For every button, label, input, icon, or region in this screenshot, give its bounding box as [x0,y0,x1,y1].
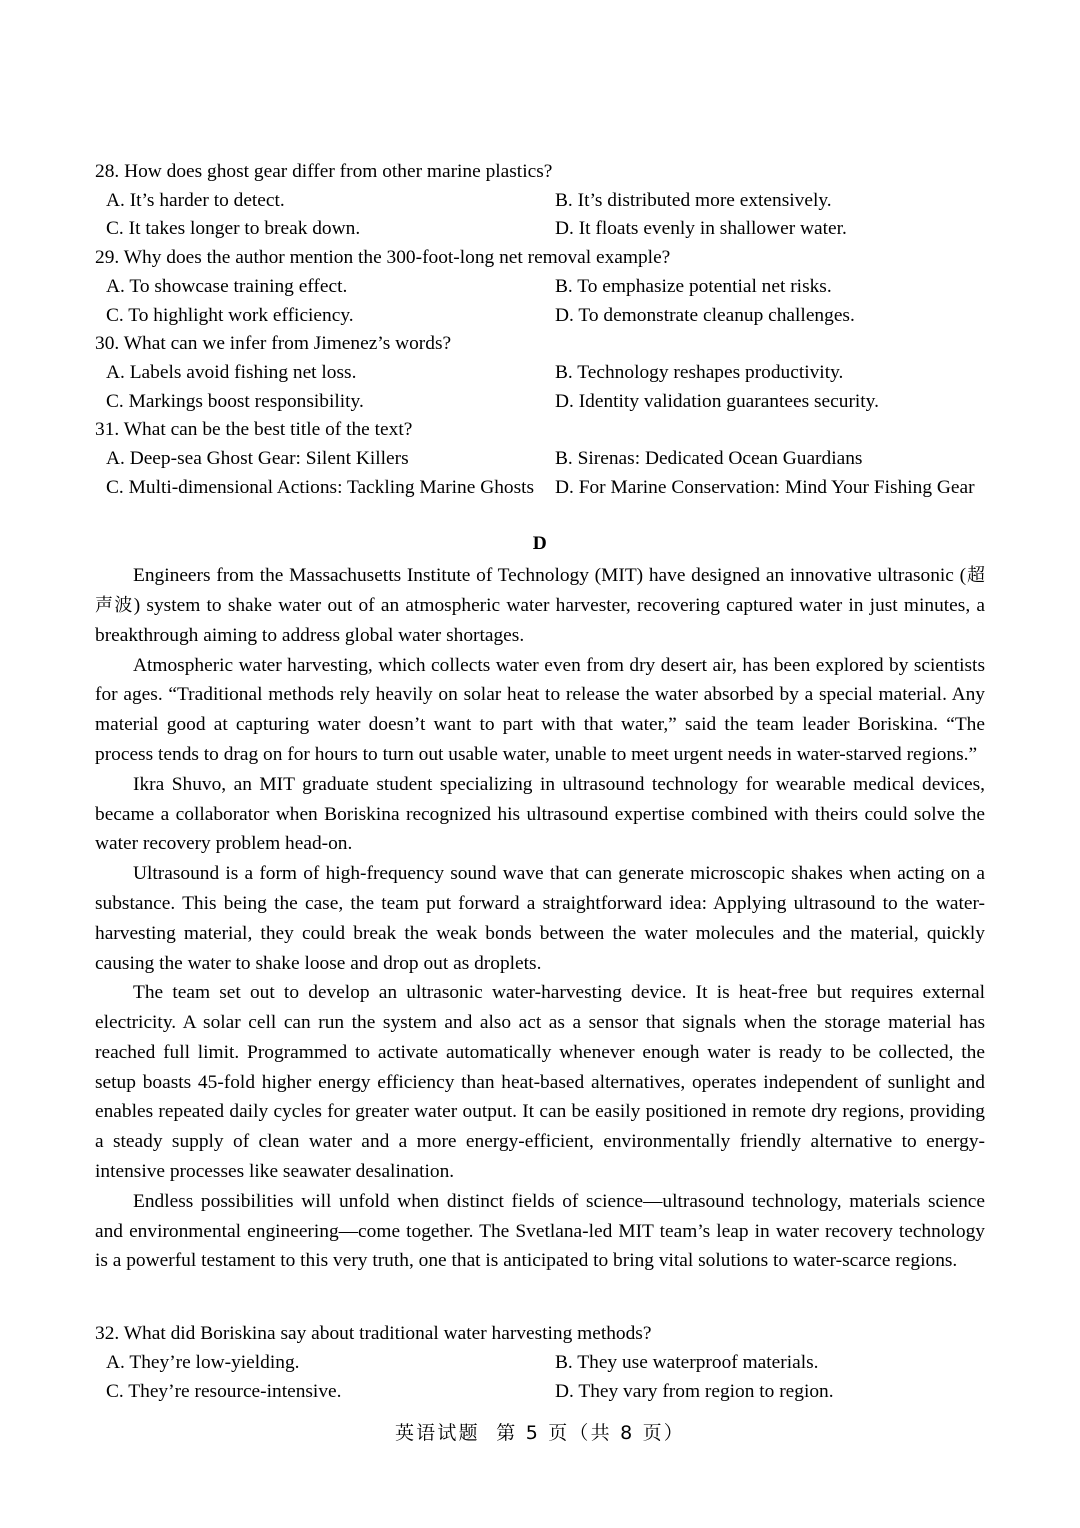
passage-paragraph: Engineers from the Massachusetts Institute of Technology (MIT) have designed an innovative ultrasonic (超声波) system to shake water out of an atmospheric water harvester, recovering captured water in just minutes, a breakthrough aiming to address global water shortages. [95,565,985,646]
option-d[interactable]: D. For Marine Conservation: Mind Your Fishing Gear [555,476,975,498]
passage-section-label: D [532,533,548,555]
question-option-row [95,215,985,244]
question-stem: 28. How does ghost gear differ from other marine plastics? [95,161,553,182]
passage-body [95,561,985,1276]
cjk-annotation: 超声波 [95,565,985,616]
question-option-row [95,445,985,474]
option-b[interactable]: B. To emphasize potential net risks. [555,275,832,297]
question-option-row [95,302,985,331]
passage-paragraph: The team set out to develop an ultrasonic water-harvesting device. It is heat-free but requires external electricity. A solar cell can run the system and also act as a sensor that signals when the storage material has reached full limit. Programmed to activate automatically whenever enough water is ready to be collected, the setup boasts 45-fold higher energy efficiency than heat-based alternatives, operates independent of sunlight and enables repeated daily cycles for greater water output. It can be easily positioned in remote dry regions, providing a steady supply of clean water and a more energy-efficient, environmentally friendly alternative to energy-intensive processes like seawater desalination. [95,982,985,1183]
passage-paragraph: Endless possibilities will unfold when distinct fields of science—ultrasound technology, materials science and environmental engineering—come together. The Svetlana-led MIT team’s leap in water recovery technology is a powerful testament to this very truth, one that is anticipated to bring vital solutions to water-scarce regions. [95,1190,985,1272]
question-option-row [95,1378,985,1407]
questions-top-group [95,158,985,502]
question-option-row [95,1349,985,1378]
question-option-row [95,273,985,302]
option-d[interactable]: D. To demonstrate cleanup challenges. [555,304,855,326]
option-c[interactable]: C. Markings boost responsibility. [106,390,364,412]
option-a[interactable]: A. Deep-sea Ghost Gear: Silent Killers [106,448,409,470]
option-a[interactable]: A. It’s harder to detect. [106,189,285,211]
page-content [95,158,985,1406]
option-d[interactable]: D. It floats evenly in shallower water. [555,218,847,240]
page-footer: 英语试题 第 5 页（共 8 页） [394,1422,685,1444]
passage-paragraph: Atmospheric water harvesting, which collects water even from dry desert air, has been explored by scientists for ages. “Traditional methods rely heavily on solar heat to release the water absorbed by a special material. Any material good at capturing water doesn’t want to part with that water,” said the team leader Boriskina. “The process tends to drag on for hours to turn out usable water, unable to meet urgent needs in water-starved regions.” [95,654,985,765]
option-c[interactable]: C. To highlight work efficiency. [106,304,354,326]
option-a[interactable]: A. To showcase training effect. [106,275,348,297]
question-option-row [95,187,985,216]
option-d[interactable]: D. They vary from region to region. [555,1380,834,1402]
option-a[interactable]: A. They’re low-yielding. [106,1351,300,1373]
question-option-row [95,388,985,417]
question-stem: 31. What can be the best title of the text? [95,419,413,441]
option-c[interactable]: C. They’re resource-intensive. [106,1380,342,1402]
option-d[interactable]: D. Identity validation guarantees security. [555,390,879,412]
question-30 [95,330,985,416]
question-stem: 30. What can we infer from Jimenez’s words? [95,333,452,355]
option-b[interactable]: B. It’s distributed more extensively. [555,189,832,211]
question-option-row [95,474,985,503]
option-c[interactable]: C. It takes longer to break down. [106,218,361,240]
passage-paragraph: Ikra Shuvo, an MIT graduate student specializing in ultrasound technology for wearable medical devices, became a collaborator when Boriskina recognized his ultrasound expertise combined with theirs could solve the water recovery problem head-on. [95,773,985,855]
question-32 [95,1320,985,1406]
question-31 [95,416,985,502]
question-stem: 32. What did Boriskina say about traditional water harvesting methods? [95,1323,652,1345]
option-b[interactable]: B. Sirenas: Dedicated Ocean Guardians [555,448,863,470]
passage-paragraph: Ultrasound is a form of high-frequency sound wave that can generate microscopic shakes when acting on a substance. This being the case, the team put forward a straightforward idea: Applying ultrasound to the water-harvesting material, they could break the weak bonds between the water molecules and the material, quickly causing the water to shake loose and drop out as droplets. [95,863,985,974]
option-b[interactable]: B. They use waterproof materials. [555,1351,819,1373]
question-option-row [95,359,985,388]
question-28 [95,158,985,244]
question-stem: 29. Why does the author mention the 300-foot-long net removal example? [95,247,671,269]
question-29 [95,244,985,330]
questions-bottom-group [95,1320,985,1406]
option-b[interactable]: B. Technology reshapes productivity. [555,361,844,383]
spacer [95,1276,985,1320]
option-c[interactable]: C. Multi-dimensional Actions: Tackling Marine Ghosts [106,476,535,498]
option-a[interactable]: A. Labels avoid fishing net loss. [106,361,357,383]
